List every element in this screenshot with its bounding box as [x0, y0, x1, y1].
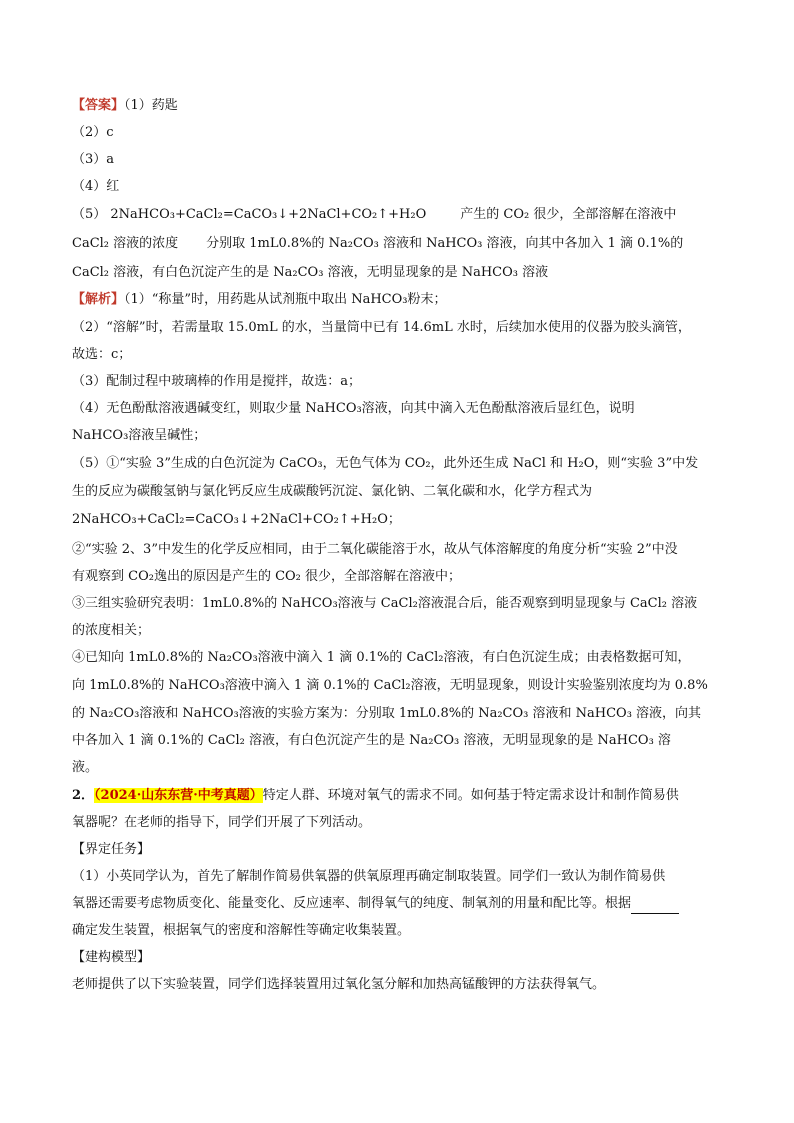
analysis-line-5: （4）无色酚酞溶液遇碱变红，则取少量 NaHCO₃溶液，向其中滴入无色酚酞溶液后显红色，说明 [72, 401, 635, 416]
answer-line-3: （3）a [72, 152, 115, 167]
question-2-line-6: 老师提供了以下实验装置，同学们选择装置用过氧化氢分解和加热高锰酸钾的方法获得氧气。 [72, 977, 606, 992]
analysis-line-8: 生的反应为碳酸氢钠与氯化钙反应生成碳酸钙沉淀、氯化钠、二氧化碳和水，化学方程式为 [72, 484, 593, 499]
answer-blank[interactable] [631, 899, 679, 914]
answer-line-2: （2）c [72, 125, 114, 140]
analysis-line-18: 液。 [72, 760, 99, 775]
analysis-line-3: 故选：c； [72, 347, 132, 362]
analysis-line-17: 中各加入 1 滴 0.1%的 CaCl₂ 溶液，有白色沉淀产生的是 Na₂CO₃ 溶液，无明显现象的是 NaHCO₃ 溶 [72, 733, 671, 748]
answer-equation: （5） 2NaHCO₃+CaCl₂=CaCO₃↓+2NaCl+CO₂↑+H₂O [72, 207, 427, 222]
question-2-line-2: 氧器呢？在老师的指导下，同学们开展了下列活动。 [72, 815, 372, 830]
analysis-line-12: ③三组实验研究表明：1mL0.8%的 NaHCO₃溶液与 CaCl₂溶液混合后，能否观察到明显现象与 CaCl₂ 溶液 [72, 596, 698, 611]
analysis-line-10: ②“实验 2、3”中发生的化学反应相同，由于二氧化碳能溶于水，故从气体溶解度的角度分析“实验 2”中没 [72, 542, 678, 557]
question-2-line-5: 确定发生装置，根据氧气的密度和溶解性等确定收集装置。 [72, 923, 411, 938]
answer-line-7: CaCl₂ 溶液，有白色沉淀产生的是 Na₂CO₃ 溶液，无明显现象的是 NaHCO₃ 溶液 [72, 265, 549, 280]
analysis-label: 【解析】 [72, 292, 125, 307]
analysis-line-6: NaHCO₃溶液呈碱性； [72, 428, 207, 443]
question-2-line-3: （1）小英同学认为，首先了解制作简易供氧器的供氧原理再确定制取装置。同学们一致认为制作简易供 [72, 869, 666, 884]
answer-line-5: （5） 2NaHCO₃+CaCl₂=CaCO₃↓+2NaCl+CO₂↑+H₂O 产生的 CO₂ 很少，全部溶解在溶液中 [72, 207, 677, 222]
analysis-line-14: ④已知向 1mL0.8%的 Na₂CO₃溶液中滴入 1 滴 0.1%的 CaCl₂溶液，有白色沉淀生成；由表格数据可知， [72, 650, 691, 665]
analysis-line-1: 【解析】（1）“称量”时，用药匙从试剂瓶中取出 NaHCO₃粉末； [72, 292, 447, 307]
answer-line-1: 【答案】（1）药匙 [72, 98, 178, 113]
analysis-line-11: 有观察到 CO₂逸出的原因是产生的 CO₂ 很少，全部溶解在溶液中； [72, 569, 462, 584]
answer-line-6: CaCl₂ 溶液的浓度 分别取 1mL0.8%的 Na₂CO₃ 溶液和 NaHCO₃ 溶液，向其中各加入 1 滴 0.1%的 [72, 236, 684, 251]
question-source-highlight: （2024·山东东营·中考真题） [94, 788, 263, 803]
analysis-line-13: 的浓度相关； [72, 623, 151, 638]
answer-line-4: （4）红 [72, 179, 120, 194]
analysis-line-2: （2）“溶解”时，若需量取 15.0mL 的水，当量筒中已有 14.6mL 水时，后续加水使用的仪器为胶头滴管， [72, 320, 691, 335]
analysis-line-4: （3）配制过程中玻璃棒的作用是搅拌，故选：a； [72, 374, 362, 389]
analysis-line-15: 向 1mL0.8%的 NaHCO₃溶液中滴入 1 滴 0.1%的 CaCl₂溶液，无明显现象，则设计实验鉴别浓度均为 0.8% [72, 678, 708, 693]
analysis-line-9: 2NaHCO₃+CaCl₂=CaCO₃↓+2NaCl+CO₂↑+H₂O； [72, 512, 401, 527]
question-2-line-4: 氧器还需要考虑物质变化、能量变化、反应速率、制得氧气的纯度、制氧剂的用量和配比等。根据 [72, 894, 722, 914]
question-2-line-1: 2．（2024·山东东营·中考真题）特定人群、环境对氧气的需求不同。如何基于特定需求设计和制作简易供 [72, 788, 679, 803]
analysis-line-7: （5）①“实验 3”生成的白色沉淀为 CaCO₃，无色气体为 CO₂，此外还生成 NaCl 和 H₂O，则“实验 3”中发 [72, 456, 699, 471]
answer-label: 【答案】 [72, 98, 125, 113]
section-heading-task: 【界定任务】 [72, 842, 151, 857]
section-heading-model: 【建构模型】 [72, 950, 151, 965]
question-number: 2． [72, 788, 95, 803]
analysis-line-16: 的 Na₂CO₃溶液和 NaHCO₃溶液的实验方案为：分别取 1mL0.8%的 Na₂CO₃ 溶液和 NaHCO₃ 溶液，向其 [72, 706, 702, 721]
